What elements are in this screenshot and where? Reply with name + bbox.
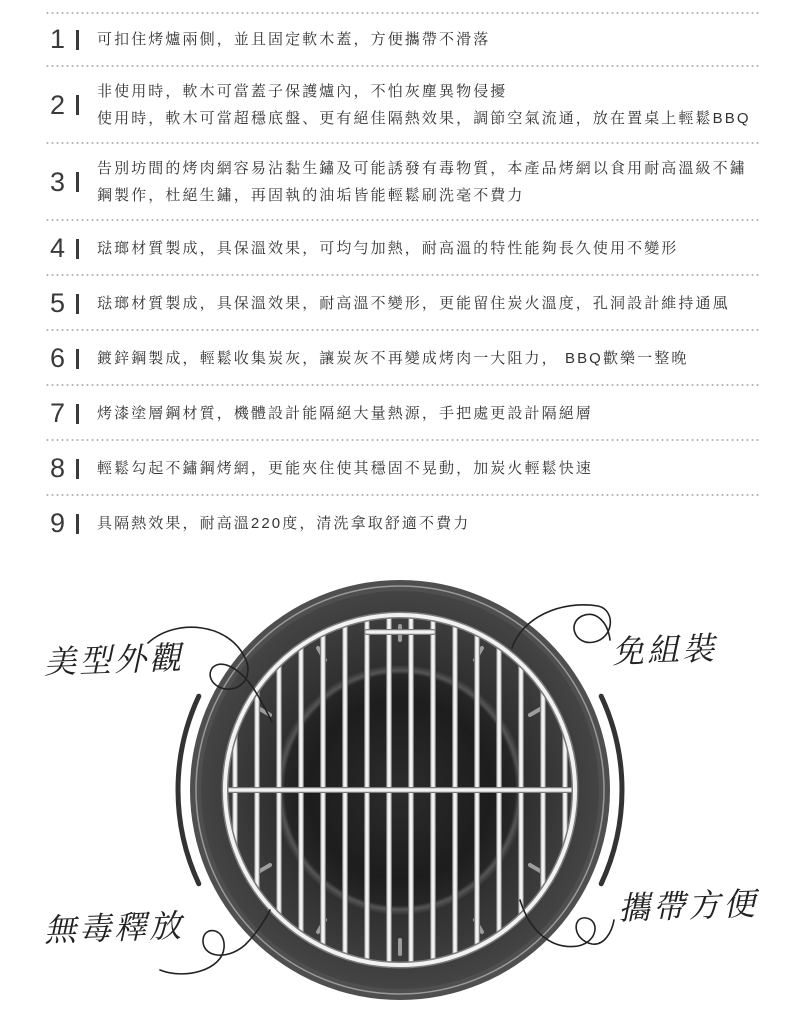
feature-line: 具隔熱效果，耐高溫220度，清洗拿取舒適不費力 <box>97 515 471 532</box>
feature-number: 3 <box>50 166 66 197</box>
separator-bar <box>76 514 79 534</box>
feature-description <box>97 155 760 209</box>
feature-list <box>45 12 760 551</box>
feature-description <box>97 400 760 427</box>
callout-label-bottom-left: 無毒釋放 <box>43 906 185 950</box>
callout-label-top-left: 美型外觀 <box>43 638 185 682</box>
feature-description <box>97 78 760 132</box>
feature-number: 9 <box>50 508 66 538</box>
feature-line: 使用時，軟木可當超穩底盤、更有絕佳隔熱效果，調節空氣流通，放在置桌上輕鬆BBQ <box>97 110 751 127</box>
feature-item-3 <box>45 144 760 221</box>
feature-number: 2 <box>50 89 66 120</box>
feature-number: 4 <box>50 233 66 263</box>
separator-bar <box>76 172 79 192</box>
feature-number: 1 <box>50 24 66 54</box>
feature-description <box>97 345 760 372</box>
separator-bar <box>76 294 79 314</box>
feature-item-2 <box>45 67 760 144</box>
feature-line: 告別坊間的烤肉網容易沾黏生鏽及可能誘發有毒物質，本產品烤網以食用耐高溫級不鏽 <box>97 160 747 177</box>
feature-item-1 <box>45 12 760 67</box>
feature-line: 琺瑯材質製成，具保溫效果，耐高溫不變形，更能留住炭火溫度，孔洞設計維持通風 <box>97 295 730 312</box>
separator-bar <box>76 239 79 259</box>
feature-description <box>97 510 760 537</box>
feature-item-5 <box>45 276 760 331</box>
callout-label-top-right: 免組裝 <box>611 629 718 671</box>
feature-line: 鍍鋅鋼製成，輕鬆收集炭灰，讓炭灰不再變成烤肉一大阻力， BBQ歡樂一整晚 <box>97 350 689 367</box>
separator-bar <box>76 30 79 50</box>
feature-description <box>97 290 760 317</box>
feature-item-8 <box>45 441 760 496</box>
feature-line: 琺瑯材質製成，具保溫效果，可均勻加熱，耐高溫的特性能夠長久使用不變形 <box>97 240 679 257</box>
feature-line: 烤漆塗層鋼材質，機體設計能隔絕大量熱源，手把處更設計隔絕層 <box>97 405 593 422</box>
feature-number: 7 <box>50 398 66 428</box>
callout-label-bottom-right: 攜帶方便 <box>617 884 759 928</box>
separator-bar <box>76 459 79 479</box>
feature-line: 鋼製作，杜絕生鏽，再固執的油垢皆能輕鬆刷洗毫不費力 <box>97 187 525 204</box>
feature-description <box>97 455 760 482</box>
feature-item-6 <box>45 331 760 386</box>
feature-item-4 <box>45 221 760 276</box>
feature-line: 可扣住烤爐兩側，並且固定軟木蓋，方便攜帶不滑落 <box>97 31 491 48</box>
feature-line: 輕鬆勾起不鏽鋼烤網，更能夾住使其穩固不晃動，加炭火輕鬆快速 <box>97 460 593 477</box>
feature-item-9 <box>45 496 760 551</box>
feature-number: 5 <box>50 288 66 318</box>
feature-item-7 <box>45 386 760 441</box>
feature-number: 6 <box>50 343 66 373</box>
feature-description <box>97 26 760 53</box>
feature-line: 非使用時，軟木可當蓋子保護爐內，不怕灰塵異物侵擾 <box>97 83 508 100</box>
separator-bar <box>76 349 79 369</box>
feature-number: 8 <box>50 453 66 483</box>
separator-bar <box>76 95 79 115</box>
feature-description <box>97 235 760 262</box>
separator-bar <box>76 404 79 424</box>
